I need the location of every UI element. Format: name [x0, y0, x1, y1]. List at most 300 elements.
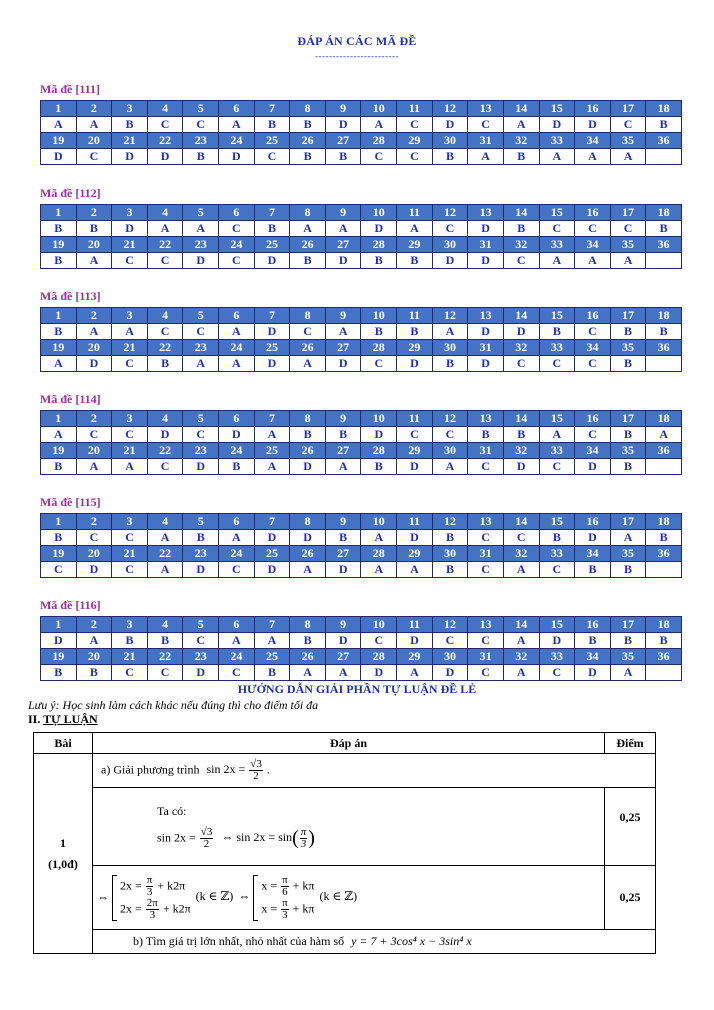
answer-letter: A: [503, 633, 539, 649]
question-number: 17: [610, 205, 646, 221]
question-number: 5: [183, 308, 219, 324]
question-number: 18: [646, 205, 682, 221]
question-number: 6: [219, 205, 255, 221]
question-number: 11: [397, 411, 433, 427]
answer-letter: D: [397, 459, 433, 475]
question-number: 8: [290, 205, 326, 221]
question-number: 2: [76, 205, 112, 221]
question-number: 27: [325, 340, 361, 356]
question-number: 21: [112, 649, 148, 665]
question-number: 3: [112, 617, 148, 633]
answer-letter: A: [539, 427, 575, 443]
answer-letter: C: [112, 530, 148, 546]
answer-letter: D: [254, 562, 290, 578]
question-number: 14: [503, 101, 539, 117]
answer-letter: D: [147, 149, 183, 165]
answer-letter: C: [183, 633, 219, 649]
answer-letter: A: [254, 427, 290, 443]
code-label: Mã đề [111]: [40, 82, 100, 96]
guide-title: HƯỚNG DẪN GIẢI PHẦN TỰ LUẬN ĐỀ LẺ: [237, 682, 477, 696]
question-number: 16: [575, 205, 611, 221]
answer-letter: C: [397, 427, 433, 443]
answer-letter: C: [503, 530, 539, 546]
question-number: 10: [361, 514, 397, 530]
question-number: 28: [361, 340, 397, 356]
answer-letter: A: [219, 633, 255, 649]
question-number: 13: [468, 205, 504, 221]
question-number: 7: [254, 205, 290, 221]
answer-letter: A: [361, 530, 397, 546]
question-number: 20: [76, 340, 112, 356]
question-number: 14: [503, 308, 539, 324]
question-number: 20: [76, 133, 112, 149]
question-number: 14: [503, 411, 539, 427]
step2-points: 0,25: [605, 866, 656, 930]
question-number-row: [41, 308, 682, 324]
answer-row: [41, 459, 682, 475]
answer-letter: D: [219, 149, 255, 165]
answer-letter: C: [610, 117, 646, 133]
answer-letter: B: [325, 530, 361, 546]
answer-letter: D: [183, 562, 219, 578]
answer-letter: B: [397, 253, 433, 269]
question-number: 13: [468, 514, 504, 530]
question-number: 18: [646, 411, 682, 427]
answer-letter: B: [610, 562, 646, 578]
question-number: 9: [325, 308, 361, 324]
question-number: 5: [183, 411, 219, 427]
question-number: 18: [646, 514, 682, 530]
answer-letter: C: [539, 562, 575, 578]
question-number: 20: [76, 237, 112, 253]
question-number: 32: [503, 237, 539, 253]
answer-letter: A: [361, 117, 397, 133]
question-number: 30: [432, 649, 468, 665]
answer-letter: C: [147, 253, 183, 269]
answer-letter: A: [325, 459, 361, 475]
answer-letter: D: [325, 253, 361, 269]
answer-letter: B: [503, 221, 539, 237]
question-number: 15: [539, 617, 575, 633]
question-number: 29: [397, 546, 433, 562]
question-number: 7: [254, 411, 290, 427]
question-number: 25: [254, 443, 290, 459]
question-number: 33: [539, 649, 575, 665]
question-number-row: [41, 617, 682, 633]
answer-letter: D: [575, 459, 611, 475]
answer-letter: A: [76, 459, 112, 475]
question-number: 29: [397, 649, 433, 665]
answer-letter: A: [610, 665, 646, 681]
answer-letter: D: [432, 117, 468, 133]
answer-letter: C: [468, 562, 504, 578]
answer-letter: B: [41, 221, 77, 237]
question-number: 3: [112, 411, 148, 427]
answer-letter: C: [468, 665, 504, 681]
question-number: 16: [575, 101, 611, 117]
question-number: 15: [539, 514, 575, 530]
question-number-row: [41, 237, 682, 253]
question-number: 28: [361, 546, 397, 562]
answer-letter: D: [290, 530, 326, 546]
answer-letter: A: [432, 459, 468, 475]
answer-letter: A: [76, 253, 112, 269]
answer-letter: D: [539, 117, 575, 133]
answer-letter: B: [41, 459, 77, 475]
answer-letter: B: [325, 427, 361, 443]
question-number: 29: [397, 443, 433, 459]
answer-letter: D: [361, 665, 397, 681]
question-number: 34: [575, 443, 611, 459]
part-b-text: b) Tìm giá trị lớn nhất, nhỏ nhất của hàm số: [133, 934, 345, 948]
question-number: 26: [290, 649, 326, 665]
question-number: 18: [646, 101, 682, 117]
answer-letter: B: [41, 253, 77, 269]
answer-letter: A: [361, 562, 397, 578]
question-number: 25: [254, 237, 290, 253]
answer-letter: C: [219, 665, 255, 681]
answer-letter: D: [325, 633, 361, 649]
question-number: 34: [575, 340, 611, 356]
question-number: 28: [361, 237, 397, 253]
question-number: 33: [539, 133, 575, 149]
part-b-cell: [93, 930, 656, 954]
question-number: 7: [254, 514, 290, 530]
question-number: 26: [290, 237, 326, 253]
answer-letter: C: [575, 427, 611, 443]
section-heading: [28, 712, 98, 727]
answer-letter: B: [610, 427, 646, 443]
answer-letter: A: [147, 221, 183, 237]
question-number: 15: [539, 308, 575, 324]
question-number: 11: [397, 101, 433, 117]
answer-row: [41, 149, 682, 165]
answer-letter: B: [539, 324, 575, 340]
header-bai: Bài: [34, 733, 93, 754]
answer-letter: B: [290, 427, 326, 443]
question-number: 2: [76, 308, 112, 324]
answer-letter: C: [432, 221, 468, 237]
answer-letter: D: [41, 149, 77, 165]
question-number: 9: [325, 101, 361, 117]
answer-letter: C: [539, 356, 575, 372]
question-number: 26: [290, 443, 326, 459]
answer-letter: B: [290, 117, 326, 133]
answer-letter: D: [503, 459, 539, 475]
answer-letter: C: [254, 149, 290, 165]
question-number: 8: [290, 411, 326, 427]
answer-letter: D: [575, 530, 611, 546]
question-number: 9: [325, 617, 361, 633]
question-number: 35: [610, 340, 646, 356]
answer-letter: D: [41, 633, 77, 649]
answer-letter: D: [325, 562, 361, 578]
question-number-row: [41, 546, 682, 562]
question-number: 8: [290, 617, 326, 633]
answer-letter: D: [361, 427, 397, 443]
question-number: 6: [219, 411, 255, 427]
question-number: 1: [41, 411, 77, 427]
question-number: 22: [147, 649, 183, 665]
answer-letter: A: [646, 427, 682, 443]
answer-row: [41, 117, 682, 133]
question-number: 2: [76, 411, 112, 427]
question-number: 23: [183, 443, 219, 459]
question-number: 21: [112, 340, 148, 356]
answer-row: [41, 427, 682, 443]
question-number: 14: [503, 205, 539, 221]
answer-letter: C: [397, 117, 433, 133]
section-name: TỰ LUẬN: [43, 712, 98, 726]
question-number: 13: [468, 617, 504, 633]
answer-letter: C: [76, 427, 112, 443]
answer-letter: B: [575, 633, 611, 649]
answer-letter: D: [397, 530, 433, 546]
question-number: 24: [219, 443, 255, 459]
answer-letter: B: [183, 149, 219, 165]
answer-letter: D: [361, 221, 397, 237]
answer-letter: A: [468, 149, 504, 165]
question-number: 18: [646, 617, 682, 633]
question-number: 31: [468, 546, 504, 562]
question-number: 24: [219, 546, 255, 562]
answer-letter: C: [468, 459, 504, 475]
answer-letter: D: [112, 149, 148, 165]
question-number: 13: [468, 308, 504, 324]
answer-letter: C: [575, 324, 611, 340]
step1-points: 0,25: [605, 788, 656, 866]
answer-row: [41, 562, 682, 578]
answer-letter: C: [147, 459, 183, 475]
answer-letter: A: [575, 253, 611, 269]
question-number: 34: [575, 237, 611, 253]
problem-points: (1,0đ): [48, 856, 78, 871]
answer-letter: A: [147, 530, 183, 546]
answer-letter: A: [76, 117, 112, 133]
question-number: 6: [219, 308, 255, 324]
question-number: 16: [575, 411, 611, 427]
question-number: 17: [610, 308, 646, 324]
question-number: 6: [219, 617, 255, 633]
answer-letter: D: [432, 665, 468, 681]
answer-letter: B: [432, 562, 468, 578]
step1-equation: sin 2x = $\frac{√3}{2}$ ⇔ sin 2x = sin( $\frac{\pi}{3}$ ): [157, 825, 315, 850]
question-number: 17: [610, 101, 646, 117]
code-label: Mã đề [114]: [40, 392, 101, 406]
question-number: 29: [397, 237, 433, 253]
question-number: 4: [147, 308, 183, 324]
question-number: 10: [361, 205, 397, 221]
question-number: 23: [183, 340, 219, 356]
answer-letter: B: [254, 665, 290, 681]
answer-letter: A: [290, 221, 326, 237]
question-number: 15: [539, 411, 575, 427]
question-number-row: [41, 443, 682, 459]
answer-letter: A: [254, 459, 290, 475]
answer-letter: A: [219, 117, 255, 133]
question-number: 22: [147, 546, 183, 562]
question-number: 4: [147, 617, 183, 633]
answer-letter: [646, 665, 682, 681]
answer-letter: B: [575, 562, 611, 578]
question-number: 11: [397, 205, 433, 221]
question-number: 33: [539, 546, 575, 562]
answer-letter: B: [325, 149, 361, 165]
answer-letter: B: [610, 633, 646, 649]
answer-letter: B: [503, 149, 539, 165]
answer-letter: A: [397, 221, 433, 237]
answer-table: [40, 100, 682, 165]
step1-cell: [93, 788, 605, 866]
answer-row: [41, 221, 682, 237]
answer-letter: B: [361, 253, 397, 269]
question-number: 1: [41, 101, 77, 117]
answer-row: [41, 324, 682, 340]
question-number: 24: [219, 649, 255, 665]
answer-letter: B: [290, 253, 326, 269]
answer-letter: D: [183, 253, 219, 269]
question-number: 13: [468, 101, 504, 117]
answer-letter: B: [112, 117, 148, 133]
question-number: 12: [432, 101, 468, 117]
answer-letter: D: [254, 324, 290, 340]
answer-key-title: ĐÁP ÁN CÁC MÃ ĐỀ: [297, 34, 417, 48]
question-number: 36: [646, 237, 682, 253]
question-number: 30: [432, 443, 468, 459]
answer-letter: A: [290, 356, 326, 372]
question-number: 16: [575, 514, 611, 530]
question-number: 3: [112, 205, 148, 221]
answer-letter: D: [503, 324, 539, 340]
answer-letter: D: [575, 117, 611, 133]
question-number: 32: [503, 133, 539, 149]
question-number: 31: [468, 443, 504, 459]
answer-letter: C: [432, 633, 468, 649]
question-number: 8: [290, 101, 326, 117]
question-number: 9: [325, 205, 361, 221]
answer-table: [40, 513, 682, 578]
question-number: 10: [361, 101, 397, 117]
answer-row: [41, 356, 682, 372]
answer-letter: B: [646, 324, 682, 340]
answer-letter: B: [290, 633, 326, 649]
answer-letter: D: [219, 427, 255, 443]
question-number: 34: [575, 133, 611, 149]
answer-letter: A: [503, 117, 539, 133]
answer-letter: C: [575, 221, 611, 237]
question-number: 31: [468, 133, 504, 149]
answer-letter: C: [503, 253, 539, 269]
answer-letter: [646, 562, 682, 578]
question-number: 8: [290, 514, 326, 530]
question-number: 4: [147, 101, 183, 117]
answer-letter: B: [539, 530, 575, 546]
question-number: 36: [646, 443, 682, 459]
answer-letter: A: [112, 459, 148, 475]
question-number: 25: [254, 133, 290, 149]
question-number: 25: [254, 649, 290, 665]
question-number: 19: [41, 443, 77, 459]
answer-letter: [646, 149, 682, 165]
answer-letter: C: [610, 221, 646, 237]
answer-letter: D: [254, 356, 290, 372]
question-number: 7: [254, 617, 290, 633]
question-number: 23: [183, 237, 219, 253]
answer-letter: B: [503, 427, 539, 443]
answer-table: [40, 616, 682, 681]
answer-letter: A: [219, 324, 255, 340]
question-number: 17: [610, 411, 646, 427]
answer-letter: C: [468, 633, 504, 649]
answer-letter: C: [76, 149, 112, 165]
answer-letter: A: [610, 253, 646, 269]
answer-letter: A: [503, 562, 539, 578]
answer-table: [40, 204, 682, 269]
answer-letter: [646, 356, 682, 372]
question-number: 3: [112, 514, 148, 530]
question-number: 34: [575, 649, 611, 665]
answer-letter: A: [41, 117, 77, 133]
part-b-eq: y = 7 + 3cos⁴ x − 3sin⁴ x: [351, 934, 472, 948]
answer-letter: D: [432, 253, 468, 269]
header-diem: Điểm: [605, 733, 656, 754]
question-number: 18: [646, 308, 682, 324]
question-number: 21: [112, 237, 148, 253]
answer-row: [41, 665, 682, 681]
question-number: 13: [468, 411, 504, 427]
answer-letter: D: [468, 253, 504, 269]
question-number: 1: [41, 205, 77, 221]
answer-letter: C: [183, 324, 219, 340]
answer-letter: B: [646, 530, 682, 546]
question-number: 23: [183, 546, 219, 562]
answer-letter: B: [610, 459, 646, 475]
question-number: 20: [76, 649, 112, 665]
question-number: 10: [361, 411, 397, 427]
answer-letter: C: [112, 356, 148, 372]
answer-letter: C: [503, 356, 539, 372]
answer-letter: D: [76, 562, 112, 578]
answer-letter: D: [254, 253, 290, 269]
question-number: 4: [147, 411, 183, 427]
question-number: 19: [41, 546, 77, 562]
question-number: 1: [41, 308, 77, 324]
question-number: 20: [76, 546, 112, 562]
question-number: 12: [432, 308, 468, 324]
code-label: Mã đề [116]: [40, 598, 101, 612]
answer-letter: C: [468, 117, 504, 133]
question-number: 6: [219, 514, 255, 530]
answer-letter: D: [397, 633, 433, 649]
answer-letter: B: [646, 117, 682, 133]
answer-letter: B: [147, 356, 183, 372]
answer-letter: A: [325, 324, 361, 340]
answer-letter: A: [397, 562, 433, 578]
system-1: 2x = $\frac{\pi}{3}$ + k2π 2x = $\frac{2\pi}{3}$ + k2π: [120, 873, 191, 921]
answer-table: [40, 410, 682, 475]
question-number: 11: [397, 308, 433, 324]
answer-letter: C: [183, 427, 219, 443]
question-number: 26: [290, 546, 326, 562]
answer-letter: B: [254, 117, 290, 133]
answer-letter: B: [397, 324, 433, 340]
question-number: 17: [610, 514, 646, 530]
answer-letter: C: [183, 117, 219, 133]
solution-table: [33, 732, 656, 954]
question-number: 27: [325, 133, 361, 149]
answer-letter: B: [76, 221, 112, 237]
answer-letter: B: [254, 221, 290, 237]
